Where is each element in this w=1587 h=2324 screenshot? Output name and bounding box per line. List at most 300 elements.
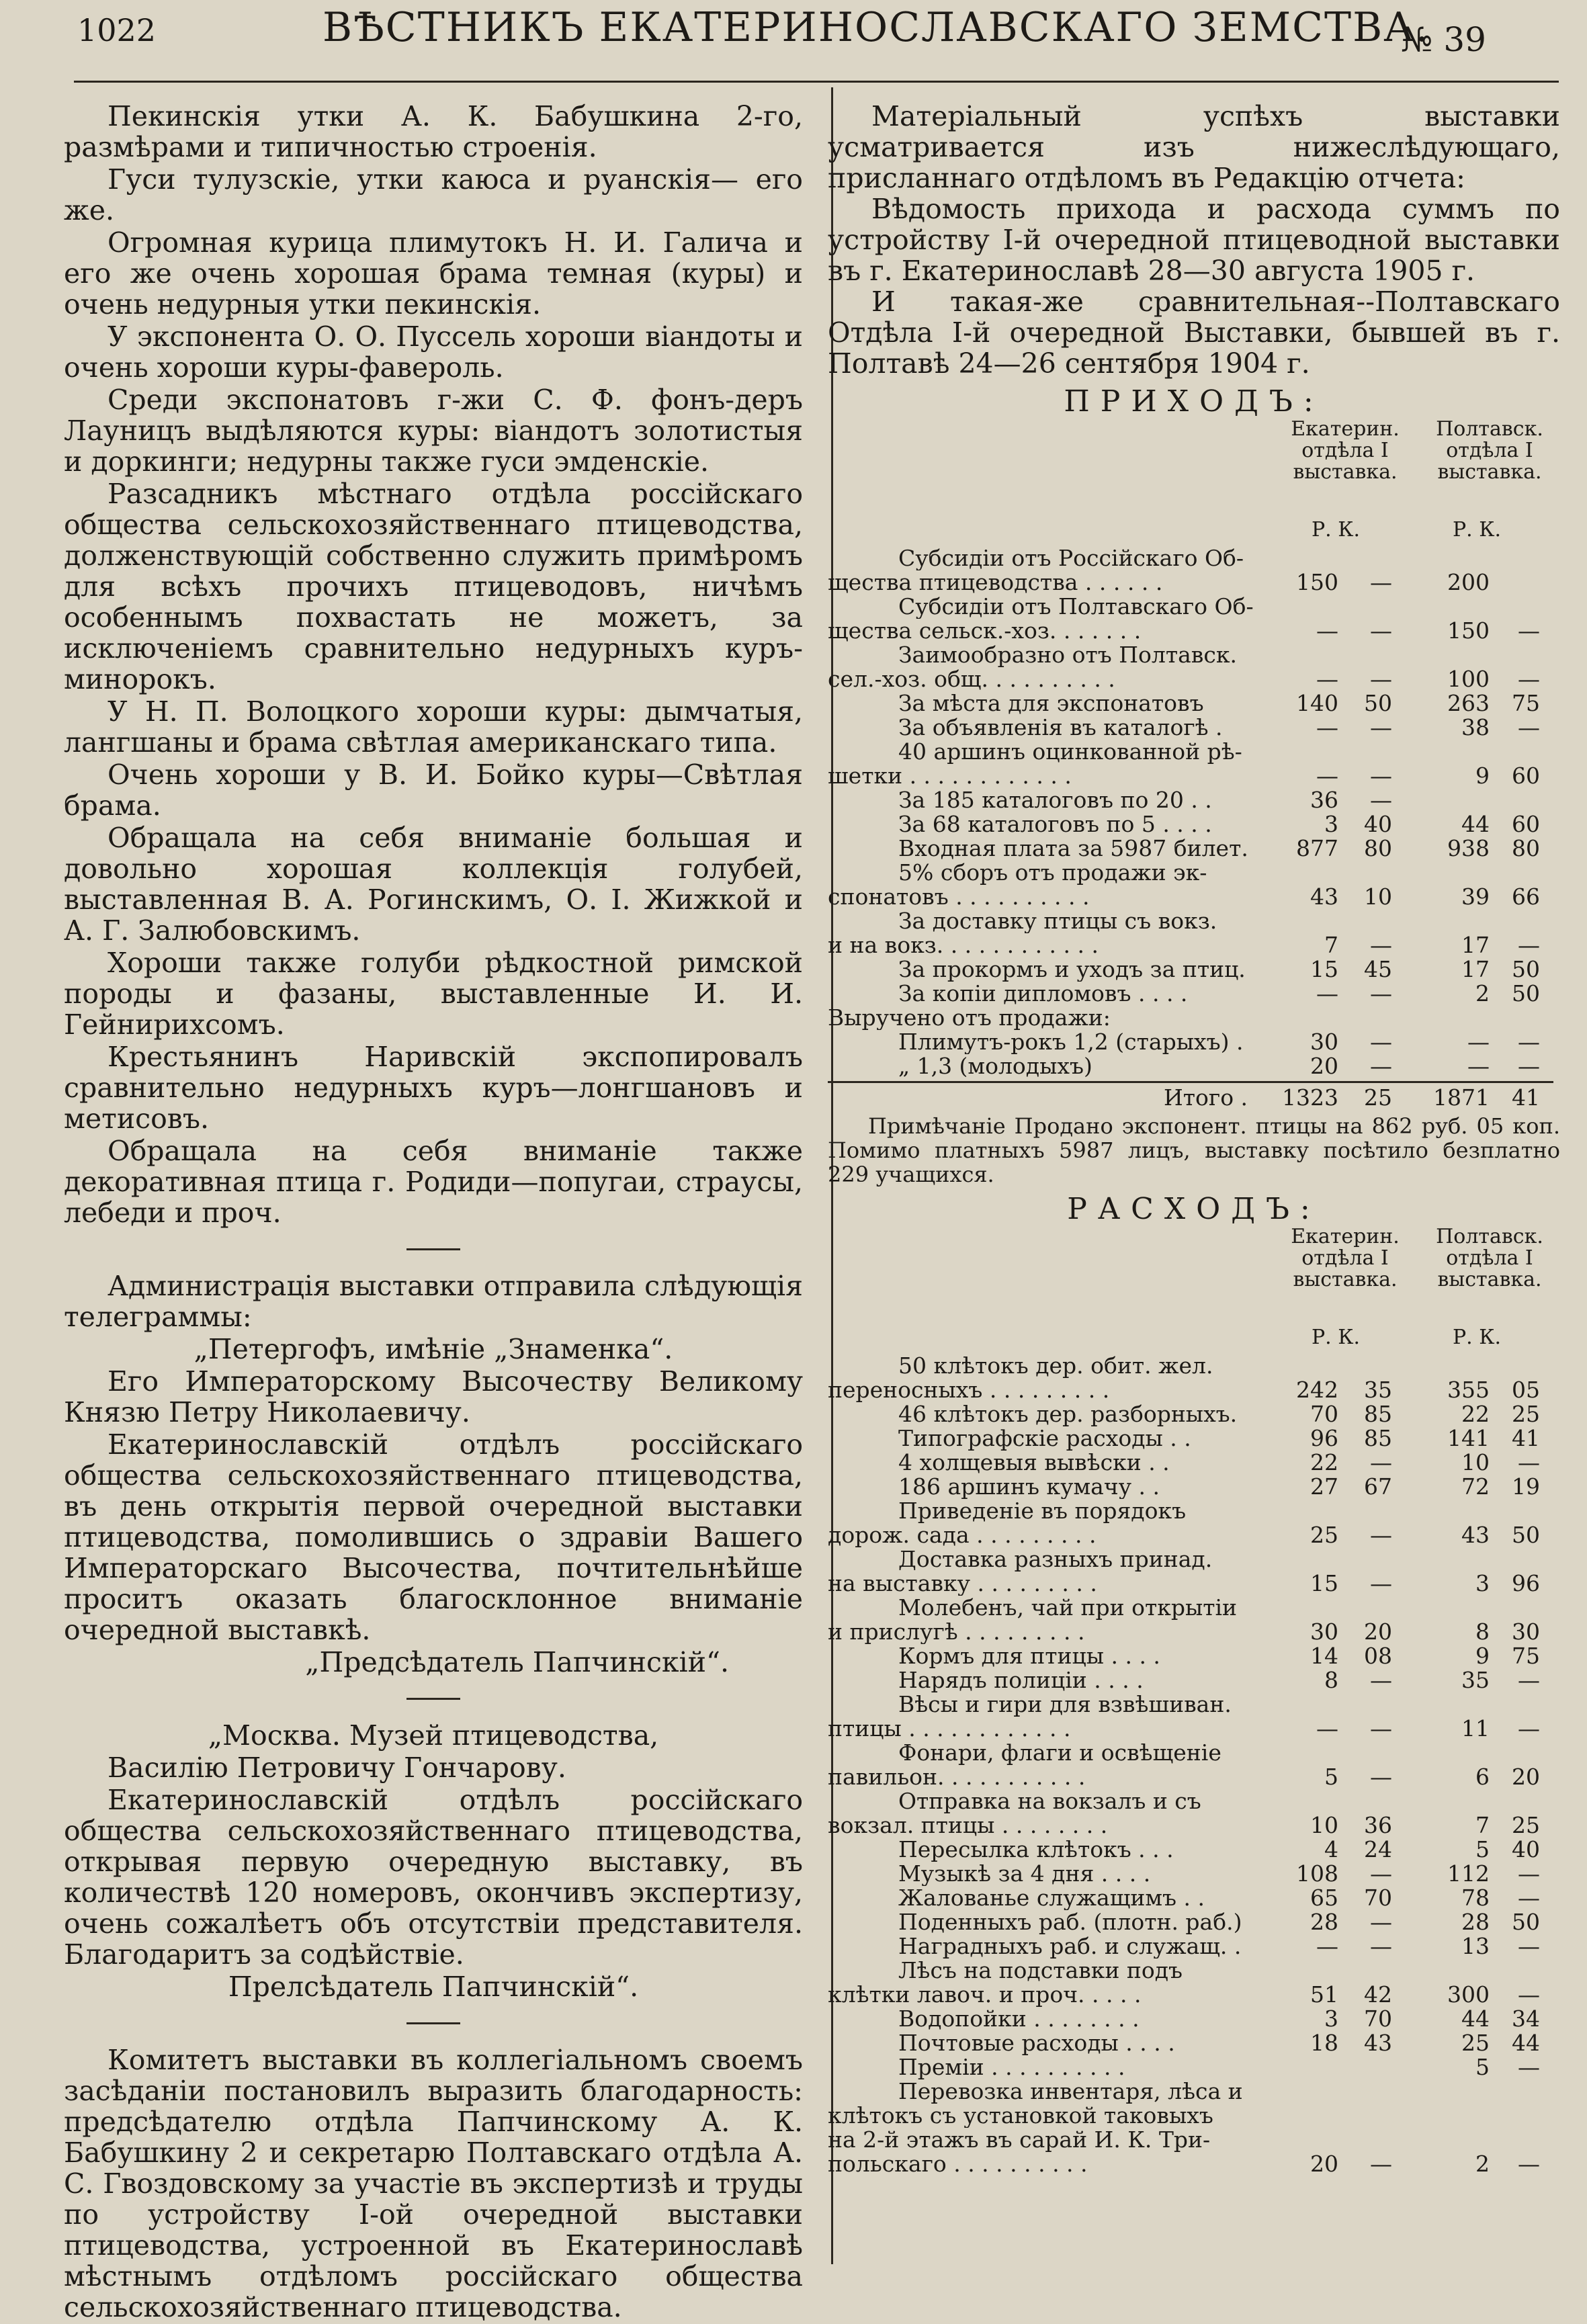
table-row xyxy=(828,2055,1560,2079)
cell-value: 44 xyxy=(1461,811,1490,837)
cell-value: 43 xyxy=(1364,2030,1392,2056)
row-label: За прокормъ и уходъ за птиц. xyxy=(898,957,1246,982)
row-label: Отправка на вокзалъ и съ xyxy=(898,1789,1201,1813)
table-row xyxy=(828,546,1560,570)
cell-value: 10 xyxy=(1310,1812,1338,1838)
table-row xyxy=(828,1030,1560,1054)
currency-label: Р. К. xyxy=(1312,518,1361,542)
table-row xyxy=(828,982,1560,1006)
row-label: переносныхъ . . . . . . . . . xyxy=(828,1378,1110,1402)
paragraph: Обращала на себя вниманіе большая и довольно хорошая коллекція голубей, выставленная В. А. Рогинскимъ, О. І. Жижкой и А. Г. Залюбовскимъ. xyxy=(64,822,803,947)
row-label: За доставку птицы съ вокз. xyxy=(898,909,1217,933)
cell-value: 30 xyxy=(1310,1619,1338,1645)
table-row xyxy=(828,1741,1560,1765)
cell-value: — xyxy=(1316,1933,1338,1959)
table-row xyxy=(828,1086,1560,1110)
cell-value: 4 xyxy=(1324,1836,1338,1862)
telegram-recipient: Его Императорскому Высочеству Великому Князю Петру Николаевичу. xyxy=(64,1365,803,1428)
table-row xyxy=(828,1054,1560,1078)
left-column xyxy=(64,101,803,2324)
telegram-address: „Петергофъ, имѣніе „Знаменка“. xyxy=(194,1333,673,1365)
row-label: Преміи . . . . . . . . . . xyxy=(898,2055,1125,2079)
cell-value: 80 xyxy=(1364,835,1392,861)
table-row xyxy=(828,1354,1560,1378)
row-label: спонатовъ . . . . . . . . . . xyxy=(828,885,1090,909)
cell-value: 80 xyxy=(1512,835,1540,861)
cell-value: 50 xyxy=(1512,1909,1540,1935)
cell-value: 27 xyxy=(1310,1473,1338,1500)
row-label: Фонари, флаги и освѣщеніе xyxy=(898,1741,1221,1765)
table-row xyxy=(828,643,1560,667)
section-separator xyxy=(406,1248,460,1250)
cell-value: — xyxy=(1316,617,1338,644)
cell-value: — xyxy=(1518,2151,1540,2177)
row-label: Типографскіе расходы . . xyxy=(898,1426,1191,1451)
table-row xyxy=(828,570,1560,595)
table-row xyxy=(828,1572,1560,1596)
cell-value: 5 xyxy=(1475,2054,1490,2080)
cell-value: 242 xyxy=(1296,1377,1338,1403)
paragraph: Крестьянинъ Наривскій экспопировалъ сравнительно недурныхъ куръ—лонгшановъ и метисовъ. xyxy=(64,1041,803,1135)
row-label: Нарядъ полиціи . . . . xyxy=(898,1668,1144,1692)
paragraph: Обращала на себя вниманіе также декоративная птица г. Родиди—попугаи, страусы, лебеди и проч. xyxy=(64,1135,803,1229)
row-label: Плимутъ-рокъ 1,2 (старыхъ) . xyxy=(898,1030,1244,1054)
cell-value: 44 xyxy=(1512,2030,1540,2056)
table-row xyxy=(828,1983,1560,2007)
cell-value: 100 xyxy=(1447,666,1490,692)
cell-value: 938 xyxy=(1447,835,1490,861)
cell-value: — xyxy=(1370,617,1392,644)
row-label: Входная плата за 5987 билет. xyxy=(898,836,1248,861)
cell-value: 35 xyxy=(1461,1667,1490,1693)
row-label: За 185 каталоговъ по 20 . . xyxy=(898,788,1212,812)
cell-value: 300 xyxy=(1447,1981,1490,2008)
table-row xyxy=(828,1378,1560,1402)
row-label: 40 аршинъ оцинкованной рѣ- xyxy=(898,740,1242,764)
cell-value: — xyxy=(1370,1909,1392,1935)
cell-value: 30 xyxy=(1310,1029,1338,1055)
cell-value: 18 xyxy=(1310,2030,1338,2056)
cell-value: 34 xyxy=(1512,2006,1540,2032)
cell-value: 43 xyxy=(1461,1522,1490,1548)
row-label: и на вокз. . . . . . . . . . . . xyxy=(828,933,1099,957)
cell-value: 22 xyxy=(1310,1449,1338,1475)
cell-value: — xyxy=(1370,763,1392,789)
paragraph: У экспонента О. О. Пуссель хороши віандоты и очень хороши куры-фавероль. xyxy=(64,320,803,384)
row-label: Наградныхъ раб. и служащ. . xyxy=(898,1934,1242,1959)
expense-column-headers xyxy=(828,1226,1560,1354)
income-title: ПРИХОДЪ: xyxy=(1064,384,1324,419)
paragraph: Огромная курица плимутокъ Н. И. Галича и его же очень хорошая брама темная (куры) и очень недурныя утки пекинскія. xyxy=(64,226,803,320)
cell-value: 20 xyxy=(1310,1053,1338,1079)
cell-value: — xyxy=(1518,1981,1540,2008)
cell-value: 08 xyxy=(1364,1643,1392,1669)
table-row xyxy=(828,740,1560,764)
paragraph: Среди экспонатовъ г-жи С. Ф. фонъ-деръ Лауницъ выдѣляются куры: віандотъ золотистыя и доркинги; недурны также гуси эмденскіе. xyxy=(64,384,803,478)
cell-value: — xyxy=(1518,1053,1540,1079)
row-label: Перевозка инвентаря, лѣса и xyxy=(898,2079,1243,2104)
table-row xyxy=(828,1813,1560,1838)
row-label: птицы . . . . . . . . . . . . xyxy=(828,1717,1071,1741)
table-row xyxy=(828,1426,1560,1451)
column-header-poltava: Полтавск. отдѣла I выставка. xyxy=(1436,417,1543,484)
paragraph: Хороши также голуби рѣдкостной римской породы и фазаны, выставленные И. И. Гейнирихсомъ. xyxy=(64,947,803,1041)
cell-value: 355 xyxy=(1447,1377,1490,1403)
table-row xyxy=(828,691,1560,716)
cell-value: 50 xyxy=(1512,980,1540,1006)
cell-value: — xyxy=(1370,666,1392,692)
cell-value: — xyxy=(1370,1860,1392,1887)
cell-value: 9 xyxy=(1475,1643,1490,1669)
cell-value: 35 xyxy=(1364,1377,1392,1403)
row-label: Жалованье служащимъ . . xyxy=(898,1886,1205,1910)
cell-value: 36 xyxy=(1310,787,1338,813)
cell-value: 85 xyxy=(1364,1425,1392,1451)
row-label: 5% сборъ отъ продажи эк- xyxy=(898,861,1207,885)
cell-value: 39 xyxy=(1461,884,1490,910)
row-label: Водопойки . . . . . . . . xyxy=(898,2007,1140,2031)
row-label: Субсидіи отъ Россійскаго Об- xyxy=(898,546,1244,570)
cell-value: — xyxy=(1370,714,1392,740)
cell-value: — xyxy=(1518,932,1540,958)
cell-value: 17 xyxy=(1461,932,1490,958)
cell-value: — xyxy=(1518,2054,1540,2080)
row-label: польскаго . . . . . . . . . . xyxy=(828,2152,1088,2176)
cell-value: — xyxy=(1518,1715,1540,1741)
table-row xyxy=(828,957,1560,982)
cell-value: 20 xyxy=(1512,1764,1540,1790)
table-row xyxy=(828,764,1560,788)
cell-value: 70 xyxy=(1364,2006,1392,2032)
journal-title: ВѢСТНИКЪ ЕКАТЕРИНОСЛАВСКАГО ЗЕМСТВА. xyxy=(323,4,1430,51)
cell-value: — xyxy=(1518,1933,1540,1959)
cell-value: 25 xyxy=(1461,2030,1490,2056)
table-row xyxy=(828,2007,1560,2031)
telegram-text: Екатеринославскій отдѣлъ россійскаго общества сельскохозяйственнаго птицеводства, въ день открытія первой очередной выставки птицеводства, помолившись о здравіи Вашего Императорскаго Высочества, почтительнѣйше проситъ оказать благосклонное вниманіе очередной выставкѣ. xyxy=(64,1428,803,1646)
cell-value: 25 xyxy=(1512,1812,1540,1838)
row-label: Приведеніе въ порядокъ xyxy=(898,1499,1187,1523)
cell-value: 25 xyxy=(1310,1522,1338,1548)
issue-number: № 39 xyxy=(1401,20,1486,59)
cell-value: — xyxy=(1370,569,1392,595)
row-label: За объявленія въ каталогѣ . xyxy=(898,716,1223,740)
cell-value: 6 xyxy=(1475,1764,1490,1790)
paragraph: Гуси тулузскіе, утки каюса и руанскія— его же. xyxy=(64,163,803,226)
cell-value: 10 xyxy=(1461,1449,1490,1475)
cell-value: — xyxy=(1370,1522,1392,1548)
cell-value: 140 xyxy=(1296,690,1338,716)
table-row xyxy=(828,2152,1560,2176)
footnote: Примѣчаніе Продано экспонент. птицы на 862 руб. 05 коп. Помимо платныхъ 5987 лицъ, выставку посѣтило безплатно 229 учащихся. xyxy=(828,1113,1560,1187)
cell-value: 200 xyxy=(1447,569,1490,595)
table-row xyxy=(828,2031,1560,2055)
cell-value: 15 xyxy=(1310,1570,1338,1596)
telegram-address: „Москва. Музей птицеводства, xyxy=(208,1719,659,1752)
cell-value: — xyxy=(1370,1570,1392,1596)
table-row xyxy=(828,1547,1560,1572)
cell-value: 75 xyxy=(1512,1643,1540,1669)
expense-table xyxy=(828,1354,1560,2176)
row-label: и прислугѣ . . . . . . . . . xyxy=(828,1620,1085,1644)
column-header-ekaterinoslav: Екатерин. отдѣла I выставка. xyxy=(1291,417,1400,484)
cell-value: — xyxy=(1370,1449,1392,1475)
table-row xyxy=(828,836,1560,861)
telegram-text: Екатеринославскій отдѣлъ россійскаго общества сельскохозяйственнаго птицеводства, открывая первую очередную выставку, въ количествѣ 120 номеровъ, окончивъ экспертизу, очень сожалѣетъ объ отсутствіи представителя. Благодаритъ за содѣйствіе. xyxy=(64,1784,803,1971)
row-label: клѣтокъ съ установкой таковыхъ xyxy=(828,2104,1213,2128)
cell-value: 78 xyxy=(1461,1885,1490,1911)
column-header-poltava: Полтавск. отдѣла I выставка. xyxy=(1436,1225,1543,1291)
cell-value: — xyxy=(1370,932,1392,958)
cell-value: — xyxy=(1370,787,1392,813)
cell-value: — xyxy=(1370,1053,1392,1079)
cell-value: 66 xyxy=(1512,884,1540,910)
cell-value: 65 xyxy=(1310,1885,1338,1911)
cell-value: 50 xyxy=(1512,1522,1540,1548)
cell-value: 14 xyxy=(1310,1643,1338,1669)
row-label: Поденныхъ раб. (плотн. раб.) xyxy=(898,1910,1242,1934)
cell-value: 150 xyxy=(1296,569,1338,595)
income-table xyxy=(828,546,1560,1078)
cell-value: — xyxy=(1370,1667,1392,1693)
cell-value: 96 xyxy=(1512,1570,1540,1596)
row-label: щества птицеводства . . . . . . xyxy=(828,570,1163,595)
cell-value: 41 xyxy=(1512,1425,1540,1451)
cell-value: 2 xyxy=(1475,2151,1490,2177)
cell-value: 19 xyxy=(1512,1473,1540,1500)
cell-value: 150 xyxy=(1447,617,1490,644)
right-column xyxy=(828,101,1560,2176)
cell-value: — xyxy=(1316,980,1338,1006)
cell-value: 40 xyxy=(1364,811,1392,837)
cell-value: — xyxy=(1518,1449,1540,1475)
row-label: Пересылка клѣтокъ . . . xyxy=(898,1838,1174,1862)
cell-value: 70 xyxy=(1364,1885,1392,1911)
row-label: на 2-й этажъ въ сарай И. К. Три- xyxy=(828,2128,1211,2152)
cell-value: — xyxy=(1370,1715,1392,1741)
cell-value: — xyxy=(1370,980,1392,1006)
table-row xyxy=(828,1886,1560,1910)
table-row xyxy=(828,1644,1560,1668)
cell-value: 45 xyxy=(1364,956,1392,982)
cell-value: 43 xyxy=(1310,884,1338,910)
row-label: 50 клѣтокъ дер. обит. жел. xyxy=(898,1354,1213,1378)
telegram-recipient: Василію Петровичу Гончарову. xyxy=(108,1752,566,1784)
cell-value: — xyxy=(1316,714,1338,740)
cell-value: 40 xyxy=(1512,1836,1540,1862)
cell-value: — xyxy=(1467,1029,1490,1055)
table-row xyxy=(828,1934,1560,1959)
table-row xyxy=(828,861,1560,885)
cell-value: — xyxy=(1467,1053,1490,1079)
row-label: Лѣсъ на подставки подъ xyxy=(898,1959,1183,1983)
currency-label: Р. К. xyxy=(1453,1326,1502,1349)
paragraph: Пекинскія утки А. К. Бабушкина 2-го, размѣрами и типичностью строенія. xyxy=(64,100,803,163)
cell-value: 72 xyxy=(1461,1473,1490,1500)
cell-value: 5 xyxy=(1475,1836,1490,1862)
cell-value: 50 xyxy=(1512,956,1540,982)
row-label: Вѣсы и гири для взвѣшиван. xyxy=(898,1692,1232,1717)
table-row xyxy=(828,1692,1560,1717)
cell-value: 67 xyxy=(1364,1473,1392,1500)
cell-value: 15 xyxy=(1310,956,1338,982)
income-column-headers xyxy=(828,419,1560,546)
cell-value: 25 xyxy=(1364,1084,1392,1111)
cell-value: 41 xyxy=(1512,1084,1540,1111)
cell-value: 3 xyxy=(1324,2006,1338,2032)
row-label: Выручено отъ продажи: xyxy=(828,1006,1111,1030)
row-label: 186 аршинъ кумачу . . xyxy=(898,1475,1160,1499)
table-row xyxy=(828,1596,1560,1620)
paragraph: Вѣдомость прихода и расхода суммъ по устройству І-й очередной птицеводной выставки въ г. Екатеринославѣ 28—30 августа 1905 г. xyxy=(828,193,1560,287)
cell-value: 50 xyxy=(1364,690,1392,716)
telegram-signature: Прелсѣдатель Папчинскій“. xyxy=(228,1971,639,2003)
cell-value: 30 xyxy=(1512,1619,1540,1645)
cell-value: 60 xyxy=(1512,811,1540,837)
table-row xyxy=(828,1451,1560,1475)
table-row xyxy=(828,595,1560,619)
table-row xyxy=(828,2104,1560,2128)
currency-label: Р. К. xyxy=(1312,1326,1361,1349)
cell-value: 38 xyxy=(1461,714,1490,740)
cell-value: 8 xyxy=(1475,1619,1490,1645)
cell-value: 3 xyxy=(1324,811,1338,837)
cell-value: — xyxy=(1518,1885,1540,1911)
column-header-ekaterinoslav: Екатерин. отдѣла I выставка. xyxy=(1291,1225,1400,1291)
cell-value: 7 xyxy=(1324,932,1338,958)
paragraph: Матеріальный успѣхъ выставки усматривается изъ нижеслѣдующаго, присланнаго отдѣломъ въ Редакцію отчета: xyxy=(828,100,1560,194)
row-label: павильон. . . . . . . . . . . xyxy=(828,1765,1086,1789)
table-row xyxy=(828,1717,1560,1741)
table-row xyxy=(828,2128,1560,2152)
row-label: Заимообразно отъ Полтавск. xyxy=(898,643,1237,667)
row-label: Почтовые расходы . . . . xyxy=(898,2031,1175,2055)
cell-value: 25 xyxy=(1512,1401,1540,1427)
table-row xyxy=(828,716,1560,740)
cell-value: 1871 xyxy=(1433,1084,1490,1111)
cell-value: 24 xyxy=(1364,1836,1392,1862)
table-row xyxy=(828,1668,1560,1692)
row-label: Молебенъ, чай при открытіи xyxy=(898,1596,1238,1620)
header-rule xyxy=(74,81,1559,83)
expense-title: РАСХОДЪ: xyxy=(1067,1192,1321,1226)
row-label: Доставка разныхъ принад. xyxy=(898,1547,1213,1572)
row-label: Музыкѣ за 4 дня . . . . xyxy=(898,1862,1151,1886)
cell-value: 20 xyxy=(1310,2151,1338,2177)
cell-value: 7 xyxy=(1475,1812,1490,1838)
row-label: За мѣста для экспонатовъ xyxy=(898,691,1204,716)
cell-value: — xyxy=(1316,1715,1338,1741)
cell-value: 36 xyxy=(1364,1812,1392,1838)
cell-value: 28 xyxy=(1310,1909,1338,1935)
cell-value: 112 xyxy=(1447,1860,1490,1887)
table-row xyxy=(828,1523,1560,1547)
cell-value: — xyxy=(1370,2151,1392,2177)
table-row xyxy=(828,1862,1560,1886)
table-row xyxy=(828,1620,1560,1644)
telegram-signature: „Предсѣдатель Папчинскій“. xyxy=(305,1646,729,1678)
row-label: на выставку . . . . . . . . . xyxy=(828,1572,1097,1596)
table-row xyxy=(828,1006,1560,1030)
cell-value: 1323 xyxy=(1282,1084,1338,1111)
cell-value: 141 xyxy=(1447,1425,1490,1451)
table-row xyxy=(828,1765,1560,1789)
row-label: Кормъ для птицы . . . . xyxy=(898,1644,1160,1668)
table-row xyxy=(828,1402,1560,1426)
paragraph: У Н. П. Волоцкого хороши куры: дымчатыя, лангшаны и брама свѣтлая американскаго типа. xyxy=(64,695,803,759)
cell-value: — xyxy=(1370,1029,1392,1055)
cell-value: — xyxy=(1316,763,1338,789)
row-label: сел.-хоз. общ. . . . . . . . . . xyxy=(828,667,1115,691)
row-label: клѣтки лавоч. и проч. . . . . xyxy=(828,1983,1142,2007)
cell-value: — xyxy=(1316,666,1338,692)
table-row xyxy=(828,885,1560,909)
cell-value: 108 xyxy=(1296,1860,1338,1887)
row-label: За копіи дипломовъ . . . . xyxy=(898,982,1188,1006)
cell-value: 42 xyxy=(1364,1981,1392,2008)
cell-value: 2 xyxy=(1475,980,1490,1006)
income-total xyxy=(828,1086,1560,1110)
cell-value: 9 xyxy=(1475,763,1490,789)
table-row xyxy=(828,1910,1560,1934)
paragraph: Комитетъ выставки въ коллегіальномъ своемъ засѣданіи постановилъ выразить благодарность: предсѣдателю отдѣла Папчинскому А. К. Бабушкину 2 и секретарю Полтавскаго отдѣла А. С. Гвоздовскому за участіе въ экспертизѣ и труды по устройству І-ой очередной выставки птицеводства, устроенной въ Екатеринославѣ мѣстнымъ отдѣломъ россійскаго общества сельскохозяйственнаго птицеводства. xyxy=(64,2044,803,2323)
row-label: 4 холщевыя вывѣски . . xyxy=(898,1451,1170,1475)
total-label: Итого . xyxy=(1164,1086,1248,1110)
page-number: 1022 xyxy=(77,12,157,48)
cell-value: 28 xyxy=(1461,1909,1490,1935)
row-label: 46 клѣтокъ дер. разборныхъ. xyxy=(898,1402,1238,1426)
cell-value: 75 xyxy=(1512,690,1540,716)
cell-value: — xyxy=(1370,1933,1392,1959)
cell-value: 70 xyxy=(1310,1401,1338,1427)
cell-value: — xyxy=(1518,1029,1540,1055)
table-row xyxy=(828,933,1560,957)
paragraph: Очень хороши у В. И. Бойко куры—Свѣтлая брама. xyxy=(64,759,803,822)
cell-value: 44 xyxy=(1461,2006,1490,2032)
cell-value: 20 xyxy=(1364,1619,1392,1645)
row-label: „ 1,3 (молодыхъ) xyxy=(898,1054,1092,1078)
cell-value: 51 xyxy=(1310,1981,1338,2008)
table-row xyxy=(828,1475,1560,1499)
cell-value: 17 xyxy=(1461,956,1490,982)
table-row xyxy=(828,667,1560,691)
table-row xyxy=(828,1959,1560,1983)
table-row xyxy=(828,812,1560,836)
cell-value: 877 xyxy=(1296,835,1338,861)
cell-value: 3 xyxy=(1475,1570,1490,1596)
section-separator xyxy=(406,1698,460,1700)
cell-value: 60 xyxy=(1512,763,1540,789)
table-row xyxy=(828,788,1560,812)
table-row xyxy=(828,1499,1560,1523)
table-row xyxy=(828,619,1560,643)
section-separator xyxy=(406,2022,460,2024)
row-label: За 68 каталоговъ по 5 . . . . xyxy=(898,812,1212,836)
cell-value: 10 xyxy=(1364,884,1392,910)
cell-value: — xyxy=(1518,714,1540,740)
total-rule xyxy=(828,1081,1553,1083)
cell-value: 13 xyxy=(1461,1933,1490,1959)
cell-value: 22 xyxy=(1461,1401,1490,1427)
currency-label: Р. К. xyxy=(1453,518,1502,542)
cell-value: 5 xyxy=(1324,1764,1338,1790)
cell-value: 05 xyxy=(1512,1377,1540,1403)
cell-value: 85 xyxy=(1364,1401,1392,1427)
cell-value: — xyxy=(1518,666,1540,692)
row-label: шетки . . . . . . . . . . . . xyxy=(828,764,1072,788)
cell-value: 96 xyxy=(1310,1425,1338,1451)
table-row xyxy=(828,2079,1560,2104)
paragraph: Администрація выставки отправила слѣдующія телеграммы: xyxy=(64,1270,803,1333)
